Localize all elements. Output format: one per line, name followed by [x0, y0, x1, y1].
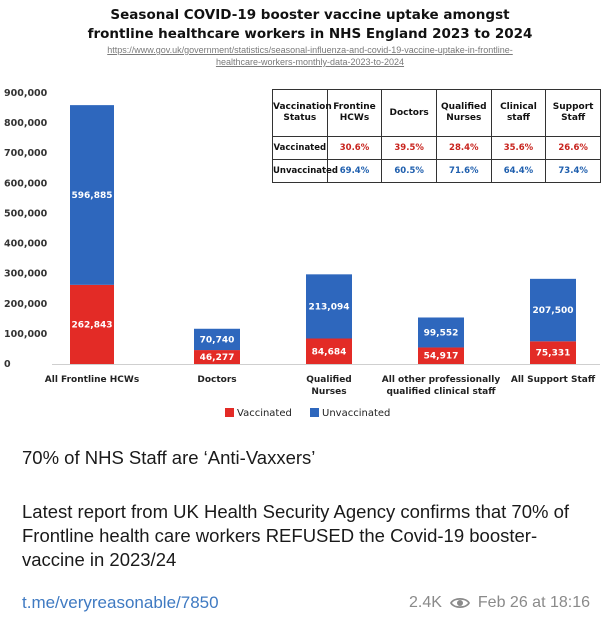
y-tick-label: 900,000 — [4, 88, 48, 99]
post-body: Latest report from UK Health Security Agency confirms that 70% of Frontline health care workers REFUSED the Covid-19 booster-vaccine in 2023/24 — [22, 501, 570, 570]
data-label: 70,740 — [199, 335, 235, 346]
y-tick-label: 300,000 — [4, 268, 48, 280]
chart-title-line: frontline healthcare workers in NHS England 2023 to 2024 — [87, 26, 533, 42]
table-row-label: Unvaccinated — [273, 160, 328, 183]
chart-title-line: Seasonal COVID-19 booster vaccine uptake amongst — [110, 7, 510, 23]
data-label: 75,331 — [535, 348, 571, 359]
table-cell: 64.4% — [491, 160, 546, 183]
table-cell: 30.6% — [327, 137, 382, 160]
y-tick-label: 800,000 — [4, 118, 48, 130]
post-link[interactable]: t.me/veryreasonable/7850 — [22, 593, 219, 612]
data-label: 99,552 — [423, 328, 459, 339]
y-tick-label: 200,000 — [4, 298, 48, 310]
data-label: 213,094 — [308, 302, 350, 313]
data-label: 262,843 — [71, 320, 113, 331]
x-tick-label: Qualified — [306, 375, 352, 385]
chart-source-url — [60, 44, 560, 68]
y-tick-label: 100,000 — [4, 328, 48, 340]
legend-label: Unvaccinated — [322, 408, 391, 419]
data-label: 84,684 — [311, 347, 347, 358]
x-tick-label: Nurses — [311, 387, 347, 397]
data-label: 207,500 — [532, 306, 574, 317]
x-tick-label: All Frontline HCWs — [44, 375, 140, 385]
chart-source-line: healthcare-workers-monthly-data-2023-to-2024 — [215, 57, 405, 67]
table-cell: 35.6% — [491, 137, 546, 160]
x-tick-label: qualified clinical staff — [386, 387, 496, 397]
table-header: Vaccination Status — [273, 90, 328, 137]
table-header: Clinical staff — [491, 90, 546, 137]
table-cell: 73.4% — [546, 160, 601, 183]
y-tick-label: 700,000 — [4, 148, 48, 160]
view-count: 2.4K — [408, 594, 442, 611]
table-header: Frontine HCWs — [327, 90, 382, 137]
y-tick-label: 500,000 — [4, 208, 48, 220]
legend-swatch-vaccinated — [225, 408, 234, 417]
chart-title — [60, 6, 560, 44]
legend-swatch-unvaccinated — [310, 408, 319, 417]
data-label: 46,277 — [199, 353, 235, 364]
legend-label: Vaccinated — [237, 408, 292, 419]
post-timestamp: Feb 26 at 18:16 — [477, 594, 590, 611]
chart-source-line: https://www.gov.uk/government/statistics/seasonal-influenza-and-covid-19-vaccine-uptake-in-frontline- — [107, 45, 513, 55]
x-tick-label: All other professionally — [381, 375, 501, 385]
table-cell: 71.6% — [436, 160, 491, 183]
table-cell: 26.6% — [546, 137, 601, 160]
x-tick-label: Doctors — [197, 375, 237, 385]
table-header-row — [273, 90, 601, 137]
x-tick-label: All Support Staff — [510, 375, 596, 385]
table-cell: 60.5% — [382, 160, 437, 183]
y-tick-label: 400,000 — [4, 238, 48, 250]
y-tick-label: 0 — [4, 359, 11, 370]
data-label: 596,885 — [71, 190, 113, 201]
uptake-table — [272, 89, 601, 183]
table-cell: 69.4% — [327, 160, 382, 183]
post-caption — [0, 428, 612, 621]
table-header: Qualified Nurses — [436, 90, 491, 137]
post-heading: 70% of NHS Staff are ‘Anti-Vaxxers’ — [22, 447, 316, 468]
table-row — [273, 137, 601, 160]
table-row-label: Vaccinated — [273, 137, 328, 160]
eye-icon — [450, 596, 470, 610]
data-label: 54,917 — [423, 351, 459, 362]
table-cell: 28.4% — [436, 137, 491, 160]
post-meta — [409, 592, 590, 614]
table-row — [273, 160, 601, 183]
table-cell: 39.5% — [382, 137, 437, 160]
y-tick-label: 600,000 — [4, 178, 48, 190]
table-header: Support Staff — [546, 90, 601, 137]
table-header: Doctors — [382, 90, 437, 137]
